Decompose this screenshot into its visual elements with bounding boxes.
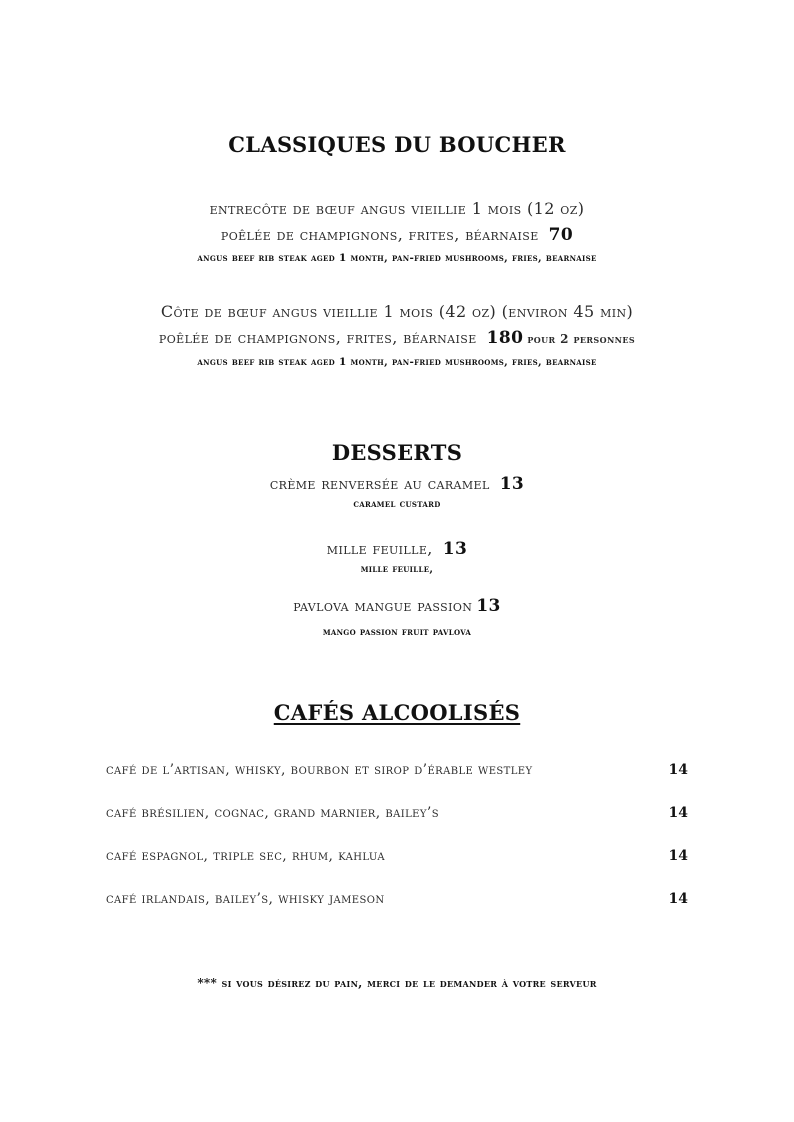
butcher-item-1-price: 70 xyxy=(548,225,574,245)
butcher-item-2-line1: Côte de bœuf angus vieillie 1 mois (42 oz) (environ 45 min) xyxy=(160,302,634,321)
butcher-item-1-line2 xyxy=(0,225,794,245)
cafe-item-3-name: café espagnol, triple sec, rhum, kahlua xyxy=(106,848,386,864)
section-title-cafes: CAFÉS ALCOOLISÉS xyxy=(273,700,521,725)
dessert-item-3-name: pavlova mangue passion xyxy=(293,596,473,615)
butcher-item-1-line1: entrecôte de bœuf angus vieillie 1 mois (12 oz) xyxy=(209,199,585,218)
cafe-item-4-name: café irlandais, bailey’s, whisky jameson xyxy=(106,891,385,907)
dessert-item-2-name: mille feuille, xyxy=(326,539,433,558)
butcher-item-2-description: poêlée de champignons, frites, béarnaise xyxy=(158,328,477,347)
cafe-item-3-price: 14 xyxy=(668,848,688,864)
dessert-item-1-price: 13 xyxy=(499,474,525,494)
cafe-item-4-price: 14 xyxy=(668,891,688,907)
cafe-item-2-name: café brésilien, cognac, grand marnier, bailey’s xyxy=(106,805,439,821)
dessert-item-2-price: 13 xyxy=(442,539,468,559)
butcher-item-1-english: angus beef rib steak aged 1 month, pan-fried mushrooms, fries, bearnaise xyxy=(197,252,597,264)
butcher-item-1-description: poêlée de champignons, frites, béarnaise xyxy=(220,225,539,244)
cafe-item-2-price: 14 xyxy=(668,805,688,821)
dessert-item-1 xyxy=(0,474,794,494)
dessert-item-1-english: caramel custard xyxy=(353,498,441,510)
cafe-row-4 xyxy=(106,891,688,911)
dessert-item-3-english: mango passion fruit pavlova xyxy=(322,626,472,638)
dessert-item-3 xyxy=(0,596,794,616)
section-title-desserts: DESSERTS xyxy=(331,440,463,465)
footer-note: *** si vous désirez du pain, merci de le demander à votre serveur xyxy=(197,976,597,990)
dessert-item-2 xyxy=(0,539,794,559)
dessert-item-3-price: 13 xyxy=(476,596,501,616)
butcher-item-2-unit: pour 2 personnes xyxy=(527,332,636,346)
butcher-item-2-price: 180 xyxy=(486,328,524,348)
butcher-item-2-english: angus beef rib steak aged 1 month, pan-fried mushrooms, fries, bearnaise xyxy=(197,356,597,368)
dessert-item-2-english: mille feuille, xyxy=(360,563,434,575)
cafe-row-3 xyxy=(106,848,688,868)
section-title-butcher: CLASSIQUES DU BOUCHER xyxy=(228,132,566,157)
cafe-row-2 xyxy=(106,805,688,825)
cafe-item-1-name: café de l’artisan, whisky, bourbon et sirop d’érable westley xyxy=(106,762,533,778)
cafe-row-1 xyxy=(106,762,688,782)
butcher-item-2-line2 xyxy=(0,328,794,348)
cafe-item-1-price: 14 xyxy=(668,762,688,778)
dessert-item-1-name: crème renversée au caramel xyxy=(269,474,490,493)
